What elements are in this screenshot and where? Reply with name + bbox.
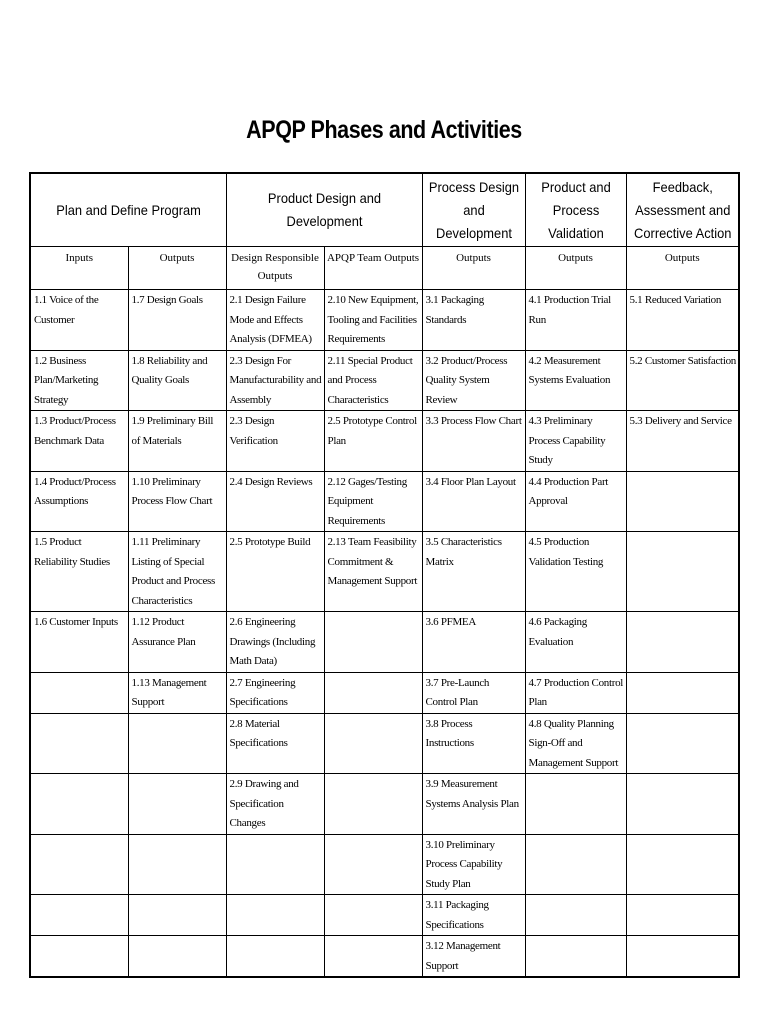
table-cell [626, 834, 739, 895]
table-cell: 5.2 Customer Satisfaction [626, 350, 739, 411]
table-cell: 3.2 Product/Process Quality System Review [422, 350, 525, 411]
table-cell: 5.1 Reduced Variation [626, 290, 739, 351]
table-cell: 4.6 Packaging Evaluation [525, 612, 626, 673]
table-cell: 4.7 Production Control Plan [525, 672, 626, 713]
table-cell: 1.5 Product Reliability Studies [30, 532, 128, 612]
phase-header-process-design: Process Design and Development [422, 173, 525, 247]
table-cell [128, 713, 226, 774]
table-cell: 2.8 Material Specifications [226, 713, 324, 774]
table-cell [626, 895, 739, 936]
apqp-table [29, 172, 740, 978]
table-cell [626, 672, 739, 713]
phase-header-row [30, 173, 739, 247]
table-row [30, 350, 739, 411]
table-row [30, 834, 739, 895]
table-cell: 2.10 New Equipment, Tooling and Facilities Requirements [324, 290, 422, 351]
table-cell [324, 834, 422, 895]
table-cell: 2.1 Design Failure Mode and Effects Analysis (DFMEA) [226, 290, 324, 351]
subheader-outputs: Outputs [422, 247, 525, 290]
table-cell [128, 834, 226, 895]
table-cell: 3.3 Process Flow Chart [422, 411, 525, 472]
table-cell: 1.8 Reliability and Quality Goals [128, 350, 226, 411]
table-cell [626, 612, 739, 673]
table-cell [30, 834, 128, 895]
table-cell: 1.7 Design Goals [128, 290, 226, 351]
table-cell [525, 834, 626, 895]
table-row [30, 471, 739, 532]
table-cell [525, 774, 626, 835]
table-cell: 3.7 Pre-Launch Control Plan [422, 672, 525, 713]
table-cell [324, 895, 422, 936]
table-cell [626, 713, 739, 774]
table-cell: 4.8 Quality Planning Sign-Off and Management Support [525, 713, 626, 774]
table-body [30, 290, 739, 978]
phase-header-validation: Product and Process Validation [525, 173, 626, 247]
table-cell [128, 936, 226, 978]
table-cell: 2.5 Prototype Control Plan [324, 411, 422, 472]
phase-header-product-design: Product Design and Development [226, 173, 422, 247]
table-cell [525, 895, 626, 936]
table-cell: 3.6 PFMEA [422, 612, 525, 673]
table-cell: 1.12 Product Assurance Plan [128, 612, 226, 673]
table-cell: 3.12 Management Support [422, 936, 525, 978]
table-cell: 2.3 Design For Manufacturability and Assembly [226, 350, 324, 411]
table-cell [626, 471, 739, 532]
table-row [30, 612, 739, 673]
table-cell: 3.11 Packaging Specifications [422, 895, 525, 936]
table-cell: 2.7 Engineering Specifications [226, 672, 324, 713]
table-cell [324, 713, 422, 774]
table-cell: 2.6 Engineering Drawings (Including Math Data) [226, 612, 324, 673]
table-cell: 2.3 Design Verification [226, 411, 324, 472]
table-cell: 1.3 Product/Process Benchmark Data [30, 411, 128, 472]
table-cell [30, 774, 128, 835]
table-cell: 3.10 Preliminary Process Capability Study Plan [422, 834, 525, 895]
table-cell: 4.5 Production Validation Testing [525, 532, 626, 612]
table-cell [30, 936, 128, 978]
table-cell: 4.2 Measurement Systems Evaluation [525, 350, 626, 411]
table-cell [626, 532, 739, 612]
table-cell: 3.9 Measurement Systems Analysis Plan [422, 774, 525, 835]
table-cell [30, 895, 128, 936]
table-row [30, 713, 739, 774]
table-cell [324, 612, 422, 673]
table-cell: 1.10 Preliminary Process Flow Chart [128, 471, 226, 532]
table-cell: 4.1 Production Trial Run [525, 290, 626, 351]
table-cell: 1.2 Business Plan/Marketing Strategy [30, 350, 128, 411]
table-cell [324, 936, 422, 978]
table-row [30, 672, 739, 713]
table-cell: 2.9 Drawing and Specification Changes [226, 774, 324, 835]
table-cell: 1.6 Customer Inputs [30, 612, 128, 673]
table-row [30, 290, 739, 351]
table-cell: 2.11 Special Product and Process Characteristics [324, 350, 422, 411]
table-cell [30, 713, 128, 774]
table-cell: 1.13 Management Support [128, 672, 226, 713]
table-cell [30, 672, 128, 713]
table-cell: 3.8 Process Instructions [422, 713, 525, 774]
subheader-apqp-team-outputs: APQP Team Outputs [324, 247, 422, 290]
table-cell: 3.1 Packaging Standards [422, 290, 525, 351]
table-cell: 2.13 Team Feasibility Commitment & Management Support [324, 532, 422, 612]
subheader-outputs: Outputs [626, 247, 739, 290]
table-cell [226, 936, 324, 978]
table-row [30, 774, 739, 835]
table-cell: 2.5 Prototype Build [226, 532, 324, 612]
table-cell [324, 774, 422, 835]
subheader-inputs: Inputs [30, 247, 128, 290]
subheader-row [30, 247, 739, 290]
table-cell: 2.12 Gages/Testing Equipment Requirements [324, 471, 422, 532]
table-cell: 4.3 Preliminary Process Capability Study [525, 411, 626, 472]
table-cell [525, 936, 626, 978]
subheader-outputs: Outputs [128, 247, 226, 290]
table-row [30, 532, 739, 612]
table-cell: 3.5 Characteristics Matrix [422, 532, 525, 612]
phase-header-plan-define: Plan and Define Program [30, 173, 226, 247]
table-cell [226, 834, 324, 895]
table-cell [626, 936, 739, 978]
table-cell [324, 672, 422, 713]
table-cell: 2.4 Design Reviews [226, 471, 324, 532]
table-cell: 1.4 Product/Process Assumptions [30, 471, 128, 532]
table-cell [128, 895, 226, 936]
table-row [30, 936, 739, 978]
table-cell: 1.11 Preliminary Listing of Special Product and Process Characteristics [128, 532, 226, 612]
subheader-outputs: Outputs [525, 247, 626, 290]
table-row [30, 411, 739, 472]
table-cell [626, 774, 739, 835]
table-cell [128, 774, 226, 835]
phase-header-feedback: Feedback, Assessment and Corrective Action [626, 173, 739, 247]
table-cell: 4.4 Production Part Approval [525, 471, 626, 532]
table-cell: 5.3 Delivery and Service [626, 411, 739, 472]
table-cell: 1.9 Preliminary Bill of Materials [128, 411, 226, 472]
subheader-design-responsible-outputs: Design Responsible Outputs [226, 247, 324, 290]
page-title: APQP Phases and Activities [246, 116, 522, 144]
table-cell [226, 895, 324, 936]
table-cell: 1.1 Voice of the Customer [30, 290, 128, 351]
table-cell: 3.4 Floor Plan Layout [422, 471, 525, 532]
table-row [30, 895, 739, 936]
